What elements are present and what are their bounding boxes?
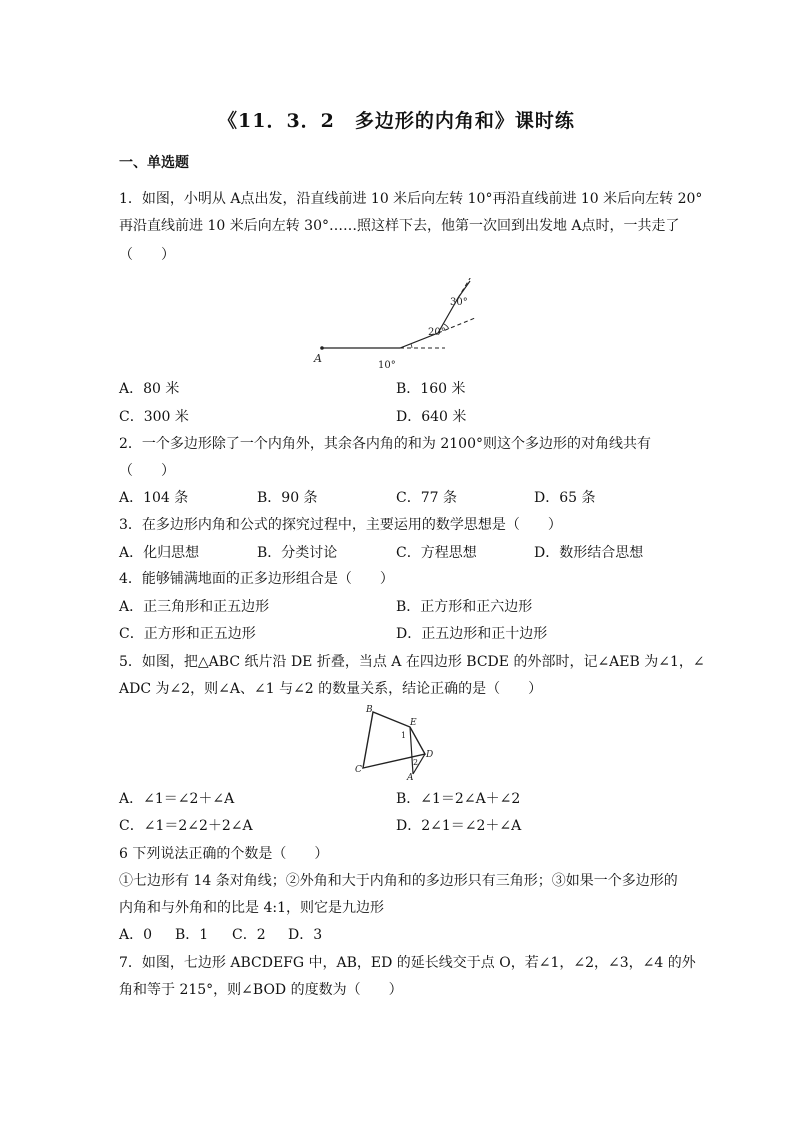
q3-option-a: A．化归思想 xyxy=(119,545,200,561)
angle-label-10: 10° xyxy=(378,360,396,371)
q5-stem-line2: ADC 为∠2，则∠A、∠1 与∠2 的数量关系，结论正确的是（ ） xyxy=(119,681,543,697)
q4-option-b: B．正方形和正六边形 xyxy=(396,599,533,615)
q5-folded-triangle-figure xyxy=(355,702,445,782)
q5-option-b: B．∠1＝2∠A＋∠2 xyxy=(396,791,521,807)
walking-path xyxy=(322,298,458,348)
q6-option-d: D．3 xyxy=(288,927,323,943)
page-title: 《11．3．2 多边形的内角和》课时练 xyxy=(218,110,575,132)
q1-answer-blank: （ ） xyxy=(119,247,175,263)
q1-stem-line1: 1．如图，小明从 A点出发，沿直线前进 10 米后向左转 10°再沿直线前进 10 米后向左转 20° xyxy=(119,191,703,207)
angle-1-label: 1 xyxy=(401,731,407,740)
q7-stem-line1: 7．如图，七边形 ABCDEFG 中，AB，ED 的延长线交于点 O，若∠1，∠2，∠3，∠4 的外 xyxy=(119,955,696,971)
q3-option-d: D．数形结合思想 xyxy=(534,545,644,561)
q5-option-c: C．∠1＝2∠2＋2∠A xyxy=(119,818,253,834)
vertex-b-label: B xyxy=(366,705,373,715)
q3-option-c: C．方程思想 xyxy=(396,545,477,561)
point-a-dot xyxy=(320,346,324,350)
q3-stem-line1: 3．在多边形内角和公式的探究过程中，主要运用的数学思想是（ ） xyxy=(119,517,562,533)
q2-stem-line1: 2．一个多边形除了一个内角外，其余各内角的和为 2100°则这个多边形的对角线共有 xyxy=(119,436,651,452)
section-heading: 一、单选题 xyxy=(119,155,189,171)
q5-option-a: A．∠1＝∠2＋∠A xyxy=(119,791,235,807)
q1-option-c: C．300 米 xyxy=(119,409,189,425)
angle-2-label: 2 xyxy=(413,758,419,767)
vertex-a-label: A xyxy=(407,773,414,782)
q1-option-a: A．80 米 xyxy=(119,381,180,397)
q7-stem-line2: 角和等于 215°，则∠BOD 的度数为（ ） xyxy=(119,982,403,998)
q2-option-d: D．65 条 xyxy=(534,490,596,506)
angle-label-20: 20° xyxy=(428,327,446,338)
q4-stem-line1: 4．能够铺满地面的正多边形组合是（ ） xyxy=(119,571,394,587)
q2-option-b: B．90 条 xyxy=(257,490,318,506)
q6-stem-line2: ①七边形有 14 条对角线；②外角和大于内角和的多边形只有三角形；③如果一个多边形的 xyxy=(119,873,678,889)
q4-option-c: C．正方形和正五边形 xyxy=(119,626,256,642)
angle-arc-10 xyxy=(411,344,412,348)
vertex-d-label: D xyxy=(426,750,434,760)
vertex-e-label: E xyxy=(410,718,417,728)
q4-option-d: D．正五边形和正十边形 xyxy=(396,626,548,642)
q1-option-d: D．640 米 xyxy=(396,409,467,425)
q5-option-d: D．2∠1＝∠2＋∠A xyxy=(396,818,522,834)
vertex-c-label: C xyxy=(355,765,362,775)
q6-stem-line1: 6 下列说法正确的个数是（ ） xyxy=(119,846,329,862)
q2-option-a: A．104 条 xyxy=(119,490,189,506)
angle-label-30: 30° xyxy=(450,297,468,308)
q2-option-c: C．77 条 xyxy=(396,490,457,506)
point-a-label: A xyxy=(314,352,322,365)
q4-option-a: A．正三角形和正五边形 xyxy=(119,599,270,615)
q2-answer-blank: （ ） xyxy=(119,463,175,479)
q1-walking-path-figure xyxy=(310,278,480,378)
q1-option-b: B．160 米 xyxy=(396,381,466,397)
q5-stem-line1: 5．如图，把△ABC 纸片沿 DE 折叠，当点 A 在四边形 BCDE 的外部时，记∠AEB 为∠1，∠ xyxy=(119,654,705,670)
q6-option-c: C．2 xyxy=(232,927,266,943)
q6-option-a: A．0 xyxy=(119,927,153,943)
q3-option-b: B．分类讨论 xyxy=(257,545,338,561)
q1-stem-line2: 再沿直线前进 10 米后向左转 30°……照这样下去，他第一次回到出发地 A点时，一共走了 xyxy=(119,218,680,234)
q6-option-b: B．1 xyxy=(175,927,209,943)
q6-stem-line3: 内角和与外角和的比是 4:1，则它是九边形 xyxy=(119,900,384,916)
